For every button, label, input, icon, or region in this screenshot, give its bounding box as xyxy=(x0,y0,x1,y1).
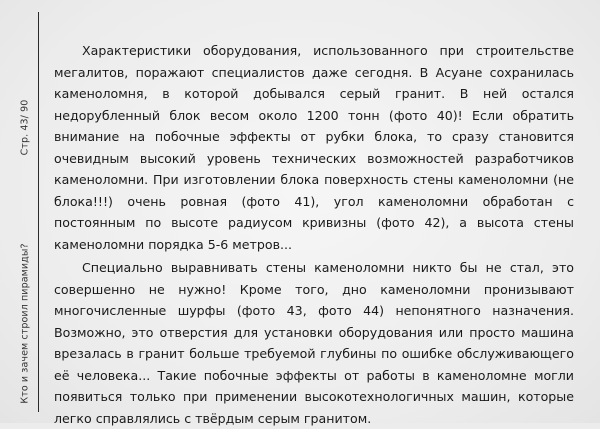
page-number xyxy=(16,92,34,162)
paragraph-1: Характеристики оборудования, использованного при строительстве мегалитов, поражают специалистов даже сегодня. В Асуане сохранилась каменоломня, в которой добывался серый гранит. В ней остался недорубленный блок весом около 1200 тонн (фото 40)! Если обратить внимание на побочные эффекты от рубки блока, то сразу становится очевидным высокий уровень технических возможностей разработчиков каменоломни. При изготовлении блока поверхность стены каменоломни (не блока!!!) очень ровная (фото 41), угол каменоломни обработан с постоянным по высоте радиусом кривизны (фото 42), а высота стены каменоломни порядка 5-6 метров... xyxy=(54,43,574,252)
book-title-text: Кто и зачем строил пирамиды? xyxy=(19,242,31,404)
book-title xyxy=(16,238,34,408)
body-text xyxy=(54,40,574,429)
page-number-text: Стр. 43/ 90 xyxy=(19,99,31,155)
paragraph-2: Специально выравнивать стены каменоломни никто бы не стал, это совершенно не нужно! Кроме того, дно каменоломни пронизывают многочисленные шурфы (фото 43, фото 44) непонятного назначения. Возможно, это отверстия для установки оборудования или просто машина врезалась в гранит больше требуемой глубины по ошибке обслуживающего её человека... Такие побочные эффекты от работы в каменоломне могли появиться только при применении высокотехнологичных машин, которые легко справлялись с твёрдым серым гранитом. xyxy=(54,260,574,426)
margin-rule xyxy=(38,12,39,412)
